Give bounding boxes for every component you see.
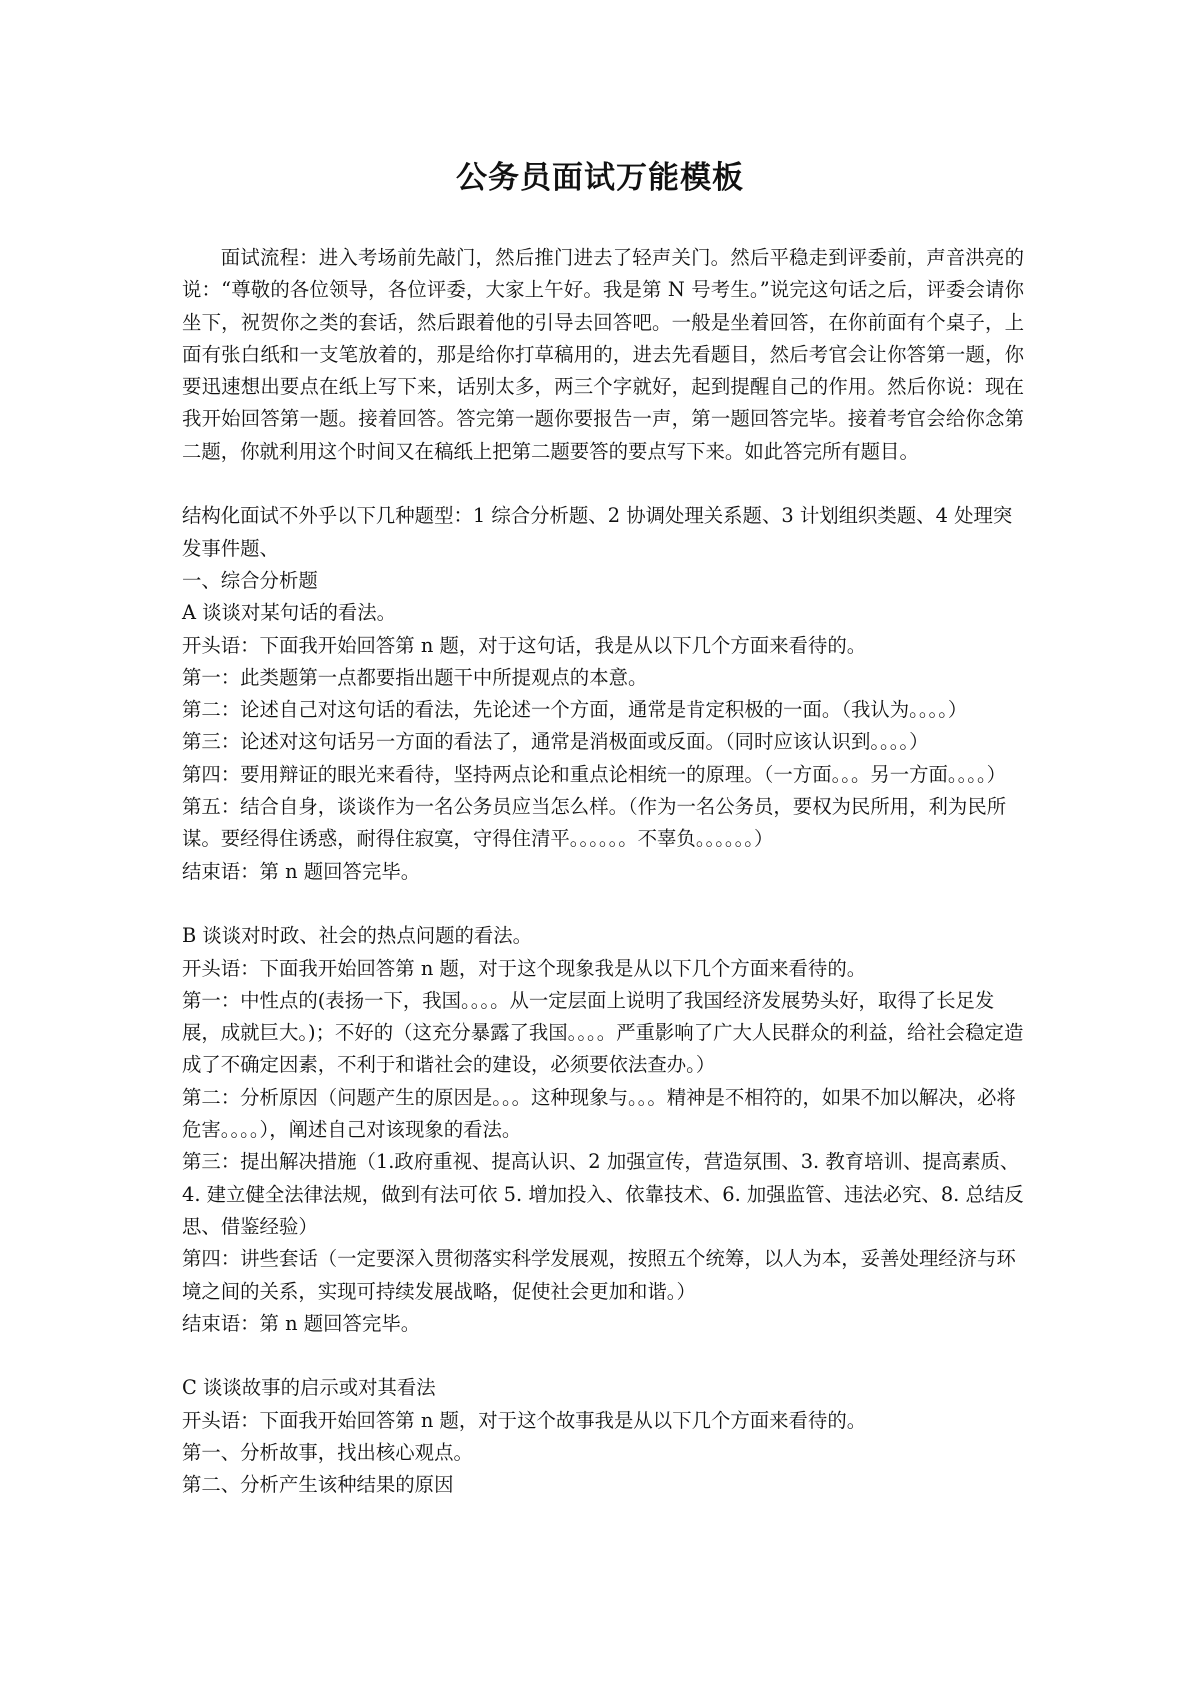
part-b-opening: 开头语：下面我开始回答第 n 题，对于这个现象我是从以下几个方面来看待的。 bbox=[182, 956, 867, 980]
spacer bbox=[182, 468, 1024, 500]
question-types-intro: 结构化面试不外乎以下几种题型：1 综合分析题、2 协调处理关系题、3 计划组织类题、4 处理突发事件题、 bbox=[182, 504, 1013, 560]
part-a-point-4: 第四：要用辩证的眼光来看待，坚持两点论和重点论相统一的原理。（一方面。。。另一方面。。。。） bbox=[182, 762, 1007, 786]
spacer bbox=[182, 1340, 1024, 1372]
part-a-point-1: 第一：此类题第一点都要指出题干中所提观点的本意。 bbox=[182, 665, 648, 689]
document-body bbox=[182, 242, 1024, 1502]
part-b-point-1: 第一：中性点的(表扬一下，我国。。。。从一定层面上说明了我国经济发展势头好，取得了长足发展，成就巨大。)；不好的（这充分暴露了我国。。。。严重影响了广大人民群众的利益，给社会稳定造成了不确定因素，不利于和谐社会的建设，必须要依法查办。） bbox=[182, 988, 1024, 1077]
part-a-opening: 开头语：下面我开始回答第 n 题，对于这句话，我是从以下几个方面来看待的。 bbox=[182, 633, 867, 657]
part-a-closing: 结束语：第 n 题回答完毕。 bbox=[182, 859, 421, 883]
part-b-closing: 结束语：第 n 题回答完毕。 bbox=[182, 1311, 421, 1335]
part-c-point-2: 第二、分析产生该种结果的原因 bbox=[182, 1473, 454, 1497]
page-title: 公务员面试万能模板 bbox=[456, 160, 744, 196]
part-b-point-2: 第二：分析原因（问题产生的原因是。。。这种现象与。。。精神是不相符的，如果不加以解决，必将危害。。。。），阐述自己对该现象的看法。 bbox=[182, 1085, 1016, 1142]
part-a-point-5: 第五：结合自身，谈谈作为一名公务员应当怎么样。（作为一名公务员，要权为民所用，利为民所谋。要经得住诱惑，耐得住寂寞，守得住清平。。。。。。不辜负。。。。。。） bbox=[182, 795, 1007, 851]
section-heading: 一、综合分析题 bbox=[182, 568, 318, 592]
part-c-point-1: 第一、分析故事，找出核心观点。 bbox=[182, 1440, 473, 1464]
part-a-point-3: 第三：论述对这句话另一方面的看法了，通常是消极面或反面。（同时应该认识到。。。。） bbox=[182, 730, 929, 754]
spacer bbox=[182, 888, 1024, 920]
intro-paragraph: 面试流程：进入考场前先敲门，然后推门进去了轻声关门。然后平稳走到评委前，声音洪亮的说：“尊敬的各位领导，各位评委，大家上午好。我是第 N 号考生。”说完这句话之后，评委会请你坐下，祝贺你之类的套话，然后跟着他的引导去回答吧。一般是坐着回答，在你前面有个桌子，上面有张白纸和一支笔放着的，那是给你打草稿用的，进去先看题目，然后考官会让你答第一题，你要迅速想出要点在纸上写下来，话别太多，两三个字就好，起到提醒自己的作用。然后你说：现在我开始回答第一题。接着回答。答完第一题你要报告一声，第一题回答完毕。接着考官会给你念第二题，你就利用这个时间又在稿纸上把第二题要答的要点写下来。如此答完所有题目。 bbox=[182, 246, 1024, 463]
part-b-heading: B 谈谈对时政、社会的热点问题的看法。 bbox=[182, 924, 533, 948]
part-a-heading: A 谈谈对某句话的看法。 bbox=[182, 601, 397, 625]
part-b-point-4: 第四：讲些套话（一定要深入贯彻落实科学发展观，按照五个统筹，以人为本，妥善处理经济与环境之间的关系，实现可持续发展战略，促使社会更加和谐。） bbox=[182, 1247, 1016, 1303]
part-b-point-3: 第三：提出解决措施（1.政府重视、提高认识、2 加强宣传，营造氛围、3. 教育培训、提高素质、4. 建立健全法律法规，做到有法可依 5. 增加投入、依靠技术、6. 加强监管、违法必究、8. 总结反思、借鉴经验） bbox=[182, 1150, 1024, 1238]
part-a-point-2: 第二：论述自己对这句话的看法，先论述一个方面，通常是肯定积极的一面。（我认为。。。。） bbox=[182, 698, 968, 722]
part-c-heading: C 谈谈故事的启示或对其看法 bbox=[182, 1376, 436, 1400]
part-c-opening: 开头语：下面我开始回答第 n 题，对于这个故事我是从以下几个方面来看待的。 bbox=[182, 1408, 867, 1432]
